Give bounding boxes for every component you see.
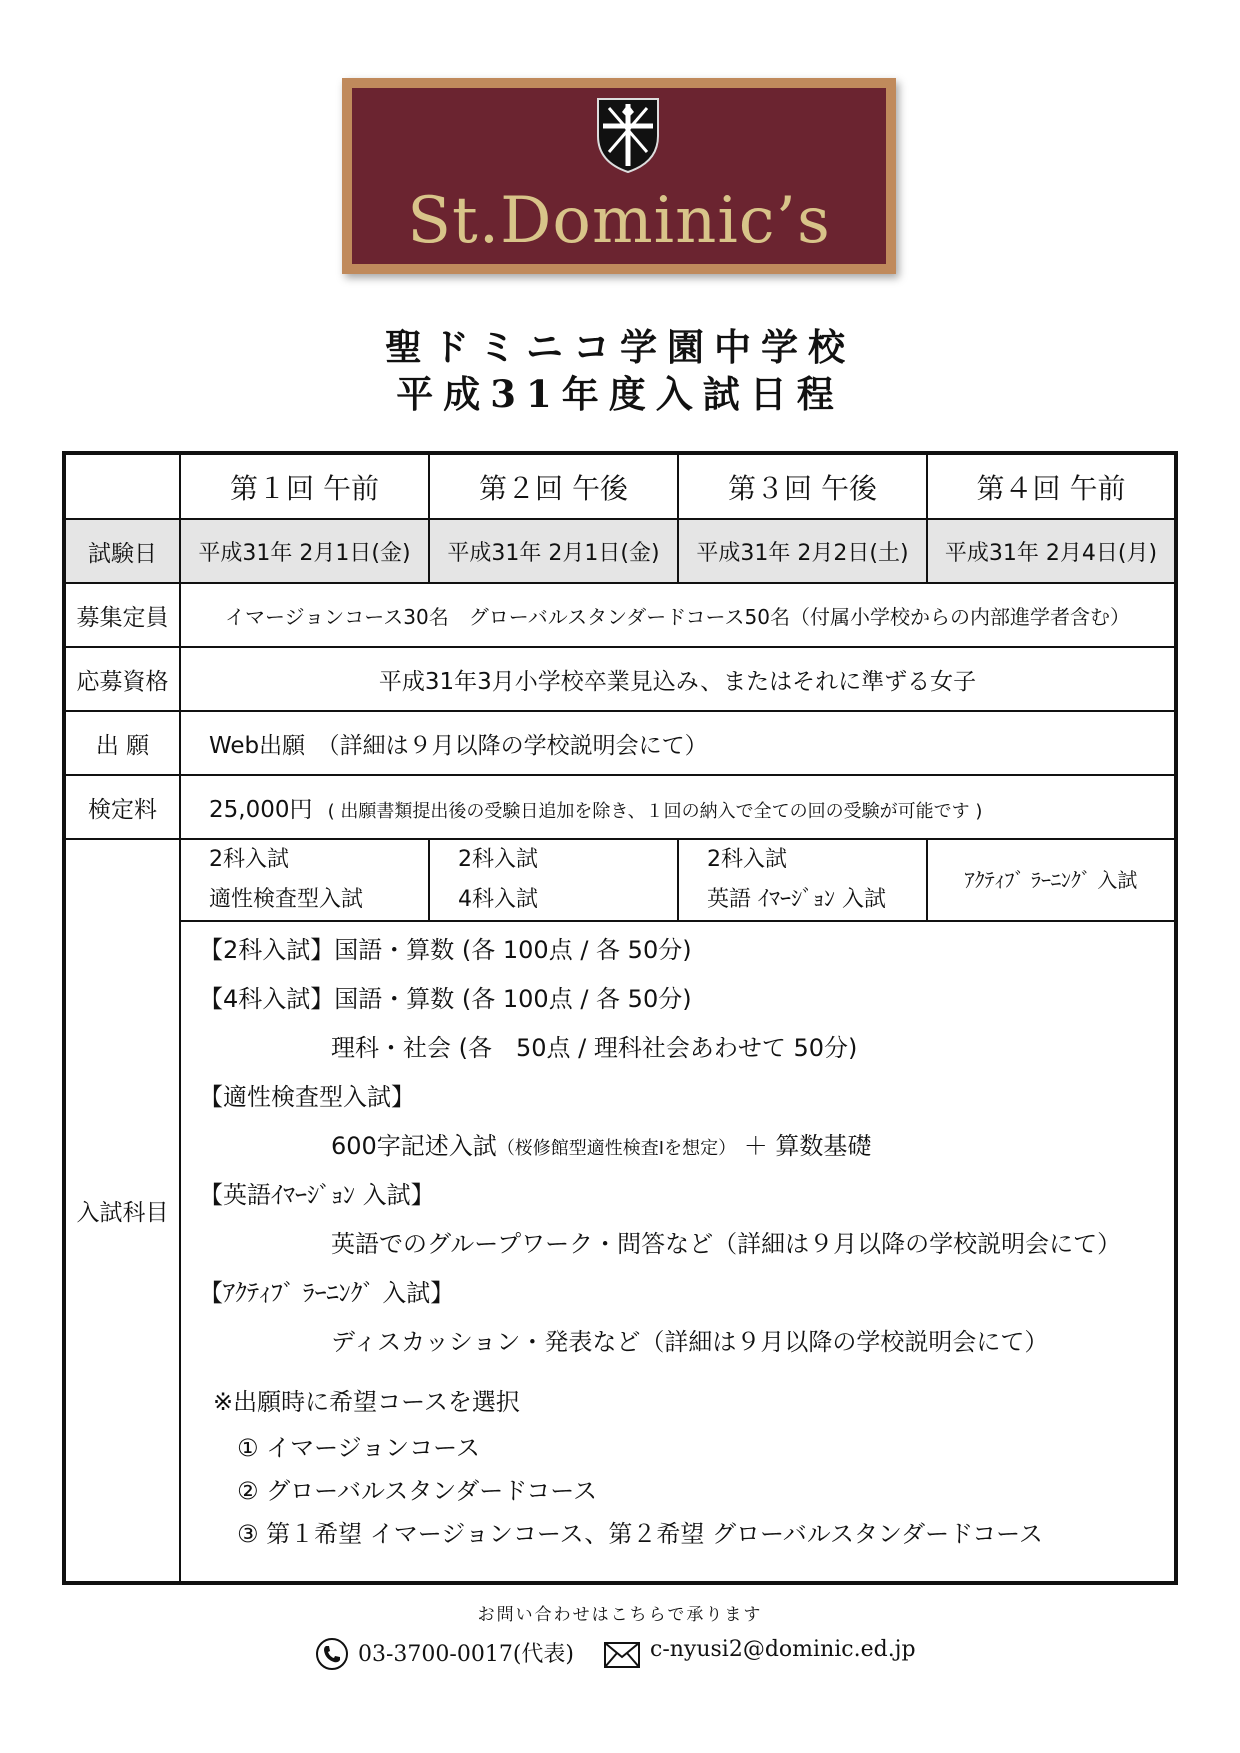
active-learning-heading: 【ｱｸﾃｨﾌﾞ ﾗｰﾆﾝｸﾞ 入試】 [199, 1279, 455, 1307]
round-1-header: 第１回 午前 [180, 453, 429, 519]
phone-number[interactable]: 03-3700-0017(代表) [358, 1642, 575, 1667]
envelope-icon [603, 1641, 641, 1669]
round-4-header: 第４回 午前 [927, 453, 1176, 519]
capacity-row [64, 583, 1176, 647]
exam-type-3-line1: 2科入試 [707, 847, 787, 872]
course-option-2: ② グローバルスタンダードコース [237, 1477, 598, 1505]
exam-type-1 [180, 839, 429, 921]
subject-details [180, 921, 1176, 1583]
aptitude-plus: ＋ 算数基礎 [743, 1132, 872, 1160]
aptitude-detail [199, 1126, 1174, 1175]
exam-date-row [64, 519, 1176, 583]
course-option-3: ③ 第１希望 イマージョンコース、第２希望 グローバルスタンダードコース [237, 1520, 1043, 1548]
exam-date-label: 試験日 [64, 519, 180, 583]
two-subject-detail: 【2科入試】国語・算数 (各 100点 / 各 50分) [199, 936, 692, 964]
english-detail: 英語でのグループワーク・問答など（詳細は９月以降の学校説明会にて） [331, 1230, 1122, 1258]
subjects-label: 入試科目 [64, 839, 180, 1583]
header-row [64, 453, 1176, 519]
exam-type-1-line2: 適性検査型入試 [209, 887, 364, 912]
exam-type-1-line1: 2科入試 [209, 847, 289, 872]
capacity-label: 募集定員 [64, 583, 180, 647]
corner-cell [64, 453, 180, 519]
exam-type-2-line1: 2科入試 [458, 847, 538, 872]
exam-date-3: 平成31年 2月2日(土) [678, 519, 927, 583]
school-name-title: 聖ドミニコ学園中学校 [385, 325, 855, 369]
dominican-shield-icon [595, 96, 661, 174]
eligibility-value: 平成31年3月小学校卒業見込み、またはそれに準ずる女子 [180, 647, 1176, 711]
exam-type-2-line2: 4科入試 [458, 887, 538, 912]
application-value: Web出願 （詳細は９月以降の学校説明会にて） [180, 711, 1176, 775]
fee-label: 検定料 [64, 775, 180, 839]
exam-type-row [64, 839, 1176, 921]
exam-date-2: 平成31年 2月1日(金) [429, 519, 678, 583]
round-2-header: 第２回 午後 [429, 453, 678, 519]
exam-type-3-line2: 英語 ｲﾏｰｼﾞｮﾝ 入試 [707, 887, 886, 912]
aptitude-note: （桜修館型適性検査Ⅰを想定） [496, 1138, 737, 1159]
active-learning-detail: ディスカッション・発表など（詳細は９月以降の学校説明会にて） [331, 1328, 1049, 1356]
four-subject-detail-1: 【4科入試】国語・算数 (各 100点 / 各 50分) [199, 985, 692, 1013]
email-address[interactable]: c-nyusi2@dominic.ed.jp [650, 1637, 916, 1662]
exam-schedule-table [62, 451, 1178, 1585]
logo-text: St.Dominic’s [407, 184, 831, 258]
english-heading: 【英語ｲﾏｰｼﾞｮﾝ 入試】 [199, 1181, 435, 1209]
eligibility-row [64, 647, 1176, 711]
course-option-1: ① イマージョンコース [237, 1434, 480, 1462]
phone-icon [315, 1637, 349, 1671]
four-subject-detail-2: 理科・社会 (各 50点 / 理科社会あわせて 50分) [331, 1034, 858, 1062]
exam-date-4: 平成31年 2月4日(月) [927, 519, 1176, 583]
round-3-header: 第３回 午後 [678, 453, 927, 519]
course-selection-note: ※出願時に希望コースを選択 [213, 1388, 520, 1416]
aptitude-main: 600字記述入試 [331, 1132, 497, 1160]
eligibility-label: 応募資格 [64, 647, 180, 711]
capacity-value: イマージョンコース30名 グローバルスタンダードコース50名（付属小学校からの内部進学者含む） [180, 583, 1176, 647]
subject-details-row [64, 921, 1176, 1583]
fee-value [180, 775, 1176, 839]
application-row [64, 711, 1176, 775]
fee-row [64, 775, 1176, 839]
application-label: 出 願 [64, 711, 180, 775]
contact-note: お問い合わせはこちらで承ります [477, 1605, 763, 1625]
fee-amount: 25,000円 [209, 796, 313, 823]
fee-note: ( 出願書類提出後の受験日追加を除き、１回の納入で全ての回の受験が可能です ) [327, 800, 983, 822]
aptitude-heading: 【適性検査型入試】 [199, 1083, 415, 1111]
school-logo [342, 78, 896, 274]
exam-type-4 [927, 839, 1176, 921]
exam-date-1: 平成31年 2月1日(金) [180, 519, 429, 583]
exam-type-4-line1: ｱｸﾃｨﾌﾞ ﾗｰﾆﾝｸﾞ 入試 [964, 868, 1138, 892]
exam-schedule-title: 平成31年度入試日程 [396, 372, 844, 416]
exam-type-3 [678, 839, 927, 921]
exam-type-2 [429, 839, 678, 921]
